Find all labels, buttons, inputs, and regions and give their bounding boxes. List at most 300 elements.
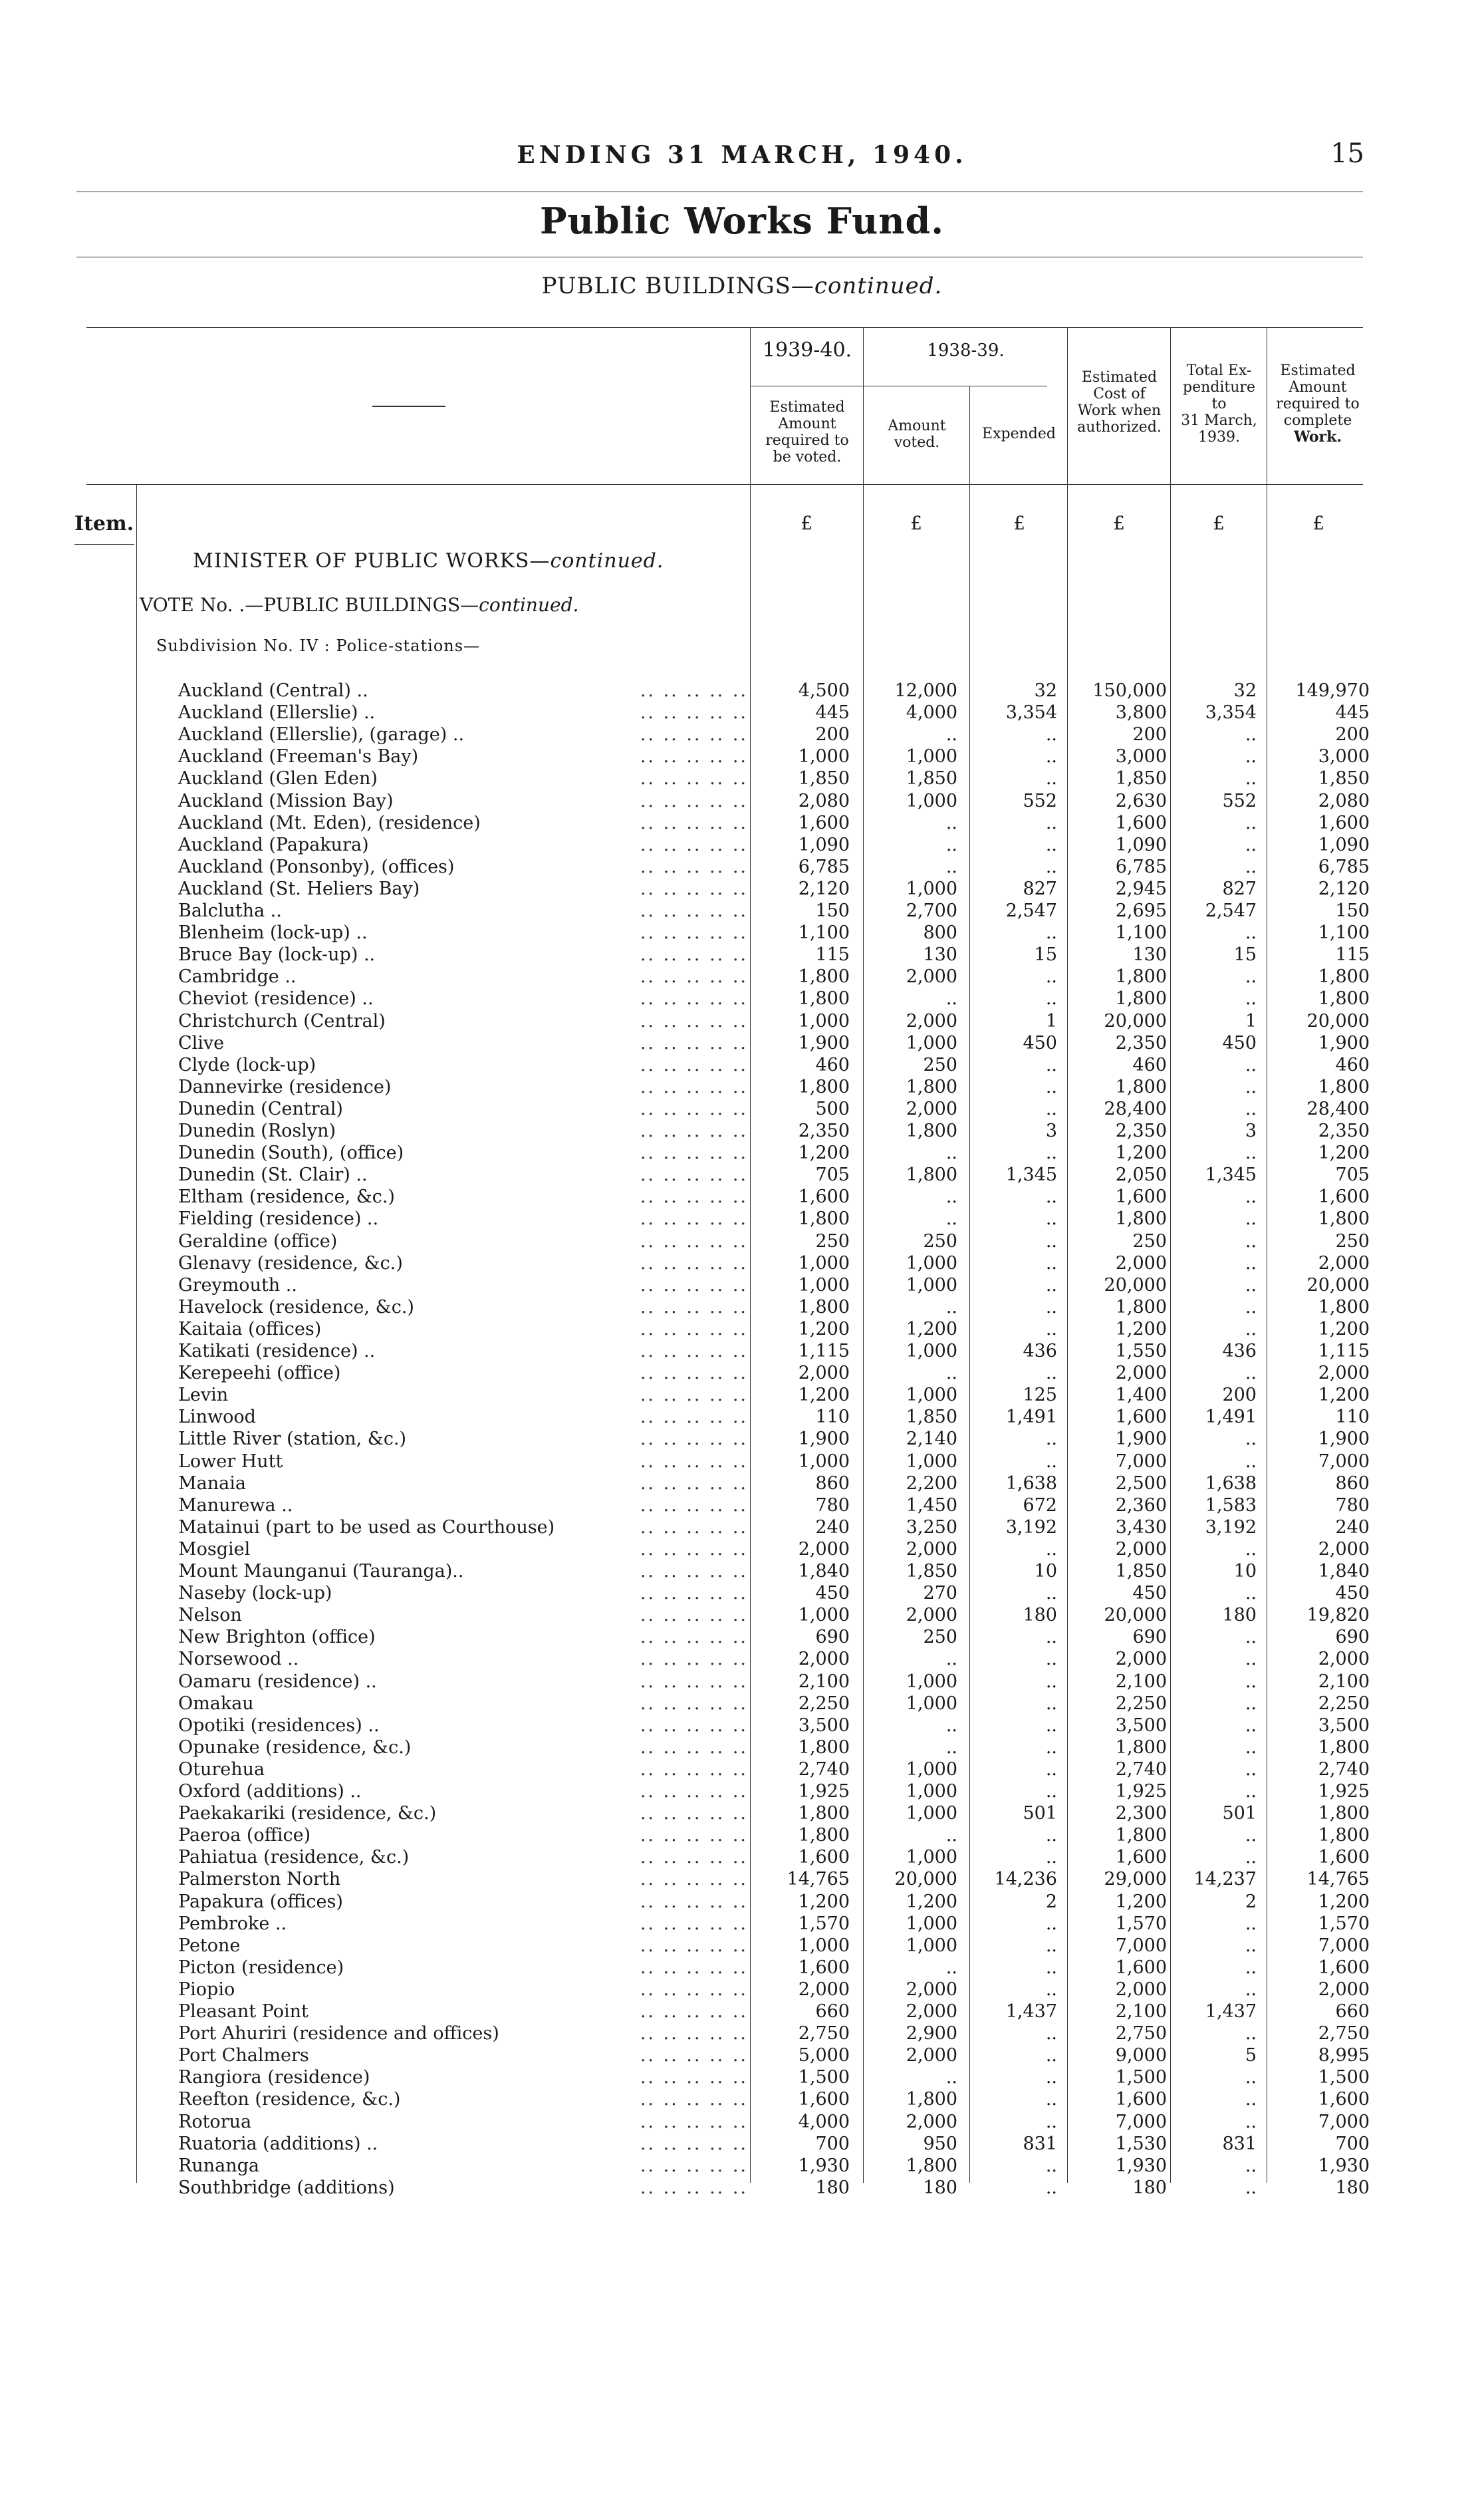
row-value: .. [1045, 1649, 1057, 1670]
col-head-total-exp-line: Total Ex- [1186, 362, 1252, 379]
row-value: .. [945, 812, 957, 833]
table-row [0, 1604, 1484, 1626]
row-value: .. [945, 724, 957, 746]
row-value: .. [1045, 922, 1057, 944]
dot-leaders: .. .. .. .. .. [640, 1076, 748, 1097]
row-value: 2,945 [1115, 878, 1167, 899]
dot-leaders: .. .. .. .. .. [640, 856, 748, 877]
row-value: 2,000 [906, 1098, 957, 1119]
row-value: 240 [815, 1516, 850, 1538]
row-value: .. [1245, 1538, 1257, 1560]
currency-6: £ [1312, 512, 1324, 534]
row-name: Petone [178, 1935, 241, 1956]
row-value: .. [1045, 1274, 1057, 1296]
row-value: 1,800 [906, 1076, 957, 1097]
row-value: 460 [815, 1054, 850, 1075]
row-value: .. [1045, 1076, 1057, 1097]
row-value: 1,850 [906, 768, 957, 789]
row-value: 1,000 [906, 1935, 957, 1956]
row-value: 250 [1335, 1230, 1370, 1252]
table-row [0, 1230, 1484, 1252]
row-name: Oturehua [178, 1758, 265, 1780]
row-value: 1,000 [906, 1803, 957, 1824]
row-value: .. [945, 1186, 957, 1208]
row-value: .. [1045, 1583, 1057, 1604]
row-value: .. [1245, 1737, 1257, 1758]
row-value: 150 [1335, 901, 1370, 921]
row-value: 1,800 [798, 966, 850, 988]
row-name: Auckland (Glen Eden) [178, 768, 378, 789]
row-name: Port Ahuriri (residence and offices) [178, 2023, 499, 2044]
row-value: 1,000 [906, 1451, 957, 1472]
row-value: 2,350 [798, 1121, 850, 1141]
row-name: Dunedin (Roslyn) [178, 1121, 336, 1141]
row-value: 130 [1132, 944, 1167, 966]
minister-heading [193, 549, 664, 573]
table-row [0, 834, 1484, 856]
table-row [0, 1076, 1484, 1098]
row-value: 20,000 [1104, 1010, 1167, 1032]
col-head-est-cost-line: Estimated [1081, 369, 1158, 386]
row-value: 1,090 [1318, 834, 1370, 855]
row-name: Dannevirke (residence) [178, 1076, 392, 1097]
row-value: .. [945, 856, 957, 877]
row-value: 1,800 [1115, 1296, 1167, 1318]
row-value: .. [1245, 1451, 1257, 1472]
row-value: 2,080 [1318, 790, 1370, 811]
row-value: 1,800 [1318, 1803, 1370, 1824]
row-value: .. [1245, 1098, 1257, 1119]
table-row [0, 1384, 1484, 1406]
col-head-est-amount-line: Estimated [769, 399, 845, 416]
row-value: .. [945, 1296, 957, 1318]
row-value: .. [945, 1957, 957, 1978]
table-row [0, 1054, 1484, 1076]
row-value: 1,000 [798, 1451, 850, 1472]
col-head-est-amount [751, 399, 863, 466]
page-number: 15 [1330, 138, 1364, 169]
row-value: 3,500 [1115, 1715, 1167, 1736]
row-value: 450 [1335, 1583, 1370, 1604]
row-value: 1,900 [798, 1032, 850, 1053]
row-name: Kaitaia (offices) [178, 1318, 322, 1339]
row-value: 1,800 [906, 1121, 957, 1141]
row-value: .. [1045, 2155, 1057, 2176]
row-name: Pembroke .. [178, 1913, 287, 1934]
table-row [0, 680, 1484, 702]
table-row [0, 2177, 1484, 2199]
row-name: Christchurch (Central) [178, 1010, 386, 1032]
table-row [0, 2001, 1484, 2022]
row-value: .. [1245, 1252, 1257, 1274]
row-name: Clyde (lock-up) [178, 1054, 316, 1075]
row-value: 1,800 [1318, 1296, 1370, 1318]
row-value: .. [1245, 2089, 1257, 2110]
row-value: 2,000 [798, 1538, 850, 1560]
row-value: 3,192 [1005, 1516, 1057, 1538]
row-value: .. [1245, 2177, 1257, 2198]
table-row [0, 1979, 1484, 2001]
item-label-rule [74, 544, 134, 545]
row-value: 1,600 [1318, 1957, 1370, 1978]
row-value: 115 [815, 944, 850, 966]
row-value: 1,600 [1318, 812, 1370, 833]
row-value: 2,000 [1115, 1979, 1167, 2000]
row-value: .. [1045, 1054, 1057, 1075]
row-value: .. [1045, 2023, 1057, 2044]
row-value: .. [945, 988, 957, 1010]
table-row [0, 2111, 1484, 2133]
row-name: Rangiora (residence) [178, 2067, 370, 2088]
row-value: .. [945, 2067, 957, 2088]
row-value: .. [1245, 812, 1257, 833]
row-name: Kerepeehi (office) [178, 1363, 341, 1384]
col-head-total-exp [1172, 362, 1267, 446]
table-row [0, 1494, 1484, 1516]
row-value: 1,840 [1318, 1561, 1370, 1582]
row-name: Auckland (Ellerslie), (garage) .. [178, 724, 465, 746]
row-value: 250 [1132, 1230, 1167, 1252]
dot-leaders: .. .. .. .. .. [640, 1121, 748, 1141]
row-value: .. [1045, 1538, 1057, 1560]
table-row [0, 1318, 1484, 1340]
row-value: 1,000 [906, 1385, 957, 1406]
table-row [0, 1164, 1484, 1186]
row-value: .. [1045, 1230, 1057, 1252]
row-value: .. [1045, 1318, 1057, 1339]
row-value: 150,000 [1092, 680, 1167, 701]
row-value: 950 [923, 2133, 957, 2154]
row-value: 7,000 [1115, 1935, 1167, 1956]
row-value: 1,000 [906, 1781, 957, 1802]
row-value: 831 [1023, 2133, 1057, 2154]
table-row [0, 1451, 1484, 1472]
row-value: 1,930 [1318, 2155, 1370, 2176]
row-value: .. [1045, 1825, 1057, 1846]
row-value: 1,200 [1318, 1143, 1370, 1164]
row-value: 1,600 [1115, 1407, 1167, 1428]
row-value: 1,800 [1115, 1076, 1167, 1097]
dot-leaders: .. .. .. .. .. [640, 724, 748, 746]
row-value: 1,800 [798, 1208, 850, 1230]
row-value: .. [1245, 1318, 1257, 1339]
row-value: 1,115 [1318, 1341, 1370, 1361]
col-head-est-amount-line: required to [765, 432, 849, 449]
row-value: 1,000 [906, 1847, 957, 1868]
row-value: .. [1245, 988, 1257, 1010]
row-name: Dunedin (St. Clair) .. [178, 1165, 368, 1186]
table-row [0, 1538, 1484, 1560]
col-head-est-required-line: required to [1276, 396, 1360, 412]
row-value: 1,638 [1205, 1472, 1257, 1494]
row-value: 2,000 [798, 1363, 850, 1384]
row-value: .. [945, 1715, 957, 1736]
row-value: .. [1045, 768, 1057, 789]
dot-leaders: .. .. .. .. .. [640, 1186, 748, 1208]
row-value: .. [1245, 1957, 1257, 1978]
row-name: Palmerston North [178, 1869, 341, 1890]
row-name: Fielding (residence) .. [178, 1208, 379, 1230]
row-value: 1,000 [906, 1758, 957, 1780]
row-value: .. [1245, 1054, 1257, 1075]
dot-leaders: .. .. .. .. .. [640, 1935, 748, 1956]
row-value: 1,000 [906, 1032, 957, 1053]
dot-leaders: .. .. .. .. .. [640, 1098, 748, 1119]
row-value: 501 [1222, 1803, 1257, 1824]
row-value: 1,600 [1115, 1847, 1167, 1868]
col-head-est-required-line: Estimated [1280, 362, 1356, 379]
row-value: 860 [1335, 1472, 1370, 1494]
row-value: 200 [1335, 724, 1370, 746]
row-value: .. [1245, 2067, 1257, 2088]
row-value: .. [1245, 922, 1257, 944]
dot-leaders: .. .. .. .. .. [640, 1429, 748, 1450]
row-name: Katikati (residence) .. [178, 1341, 376, 1361]
table-row [0, 1891, 1484, 1913]
row-value: 1,100 [798, 922, 850, 944]
dot-leaders: .. .. .. .. .. [640, 1274, 748, 1296]
table-row [0, 1868, 1484, 1890]
row-value: 7,000 [1318, 2111, 1370, 2132]
row-value: 14,765 [1306, 1869, 1370, 1890]
row-value: 2,900 [906, 2023, 957, 2044]
row-value: 460 [1132, 1054, 1167, 1075]
row-name: Glenavy (residence, &c.) [178, 1252, 403, 1274]
row-value: 1,000 [798, 1252, 850, 1274]
row-value: 1,000 [798, 1935, 850, 1956]
row-name: Auckland (Mt. Eden), (residence) [178, 812, 481, 833]
row-value: .. [945, 1143, 957, 1164]
row-value: 1,500 [1318, 2067, 1370, 2088]
row-value: 1 [1045, 1010, 1057, 1032]
table-row [0, 856, 1484, 878]
row-value: 2,000 [1318, 1538, 1370, 1560]
row-value: 1,200 [1115, 1891, 1167, 1912]
table-row [0, 1715, 1484, 1737]
subdivision-heading: Subdivision No. IV : Police-stations— [156, 636, 481, 655]
row-value: 1,600 [798, 1186, 850, 1208]
table-row [0, 1957, 1484, 1979]
row-value: 19,820 [1306, 1605, 1370, 1626]
row-value: 1,930 [798, 2155, 850, 2176]
table-row [0, 2044, 1484, 2066]
row-value: 1,800 [798, 1296, 850, 1318]
row-value: 1,437 [1205, 2001, 1257, 2022]
row-value: 1,115 [798, 1341, 850, 1361]
row-value: 3,500 [1318, 1715, 1370, 1736]
dot-leaders: .. .. .. .. .. [640, 944, 748, 966]
row-value: .. [1045, 856, 1057, 877]
table-row [0, 1428, 1484, 1450]
table-row [0, 944, 1484, 966]
dot-leaders: .. .. .. .. .. [640, 2177, 748, 2198]
row-value: 110 [815, 1407, 850, 1428]
row-name: Greymouth .. [178, 1274, 297, 1296]
row-value: 8,995 [1318, 2045, 1370, 2066]
row-value: .. [1245, 1296, 1257, 1318]
dot-leaders: .. .. .. .. .. [640, 1869, 748, 1890]
row-value: 660 [1335, 2001, 1370, 2022]
row-value: 1,800 [1318, 988, 1370, 1010]
dot-leaders: .. .. .. .. .. [640, 1516, 748, 1538]
dot-leaders: .. .. .. .. .. [640, 966, 748, 988]
row-value: .. [1245, 1208, 1257, 1230]
row-value: 2,000 [1115, 1538, 1167, 1560]
row-value: 2,740 [1115, 1758, 1167, 1780]
row-value: 15 [1233, 944, 1257, 966]
currency-4: £ [1113, 512, 1125, 534]
table-row [0, 1032, 1484, 1054]
row-value: 2,100 [1115, 2001, 1167, 2022]
row-value: .. [1245, 1429, 1257, 1450]
row-value: 450 [1222, 1032, 1257, 1053]
row-value: 2,000 [906, 966, 957, 988]
dot-leaders: .. .. .. .. .. [640, 1758, 748, 1780]
dot-leaders: .. .. .. .. .. [640, 1230, 748, 1252]
row-value: 800 [923, 922, 957, 944]
row-value: 1,583 [1205, 1494, 1257, 1516]
row-value: 1,925 [1115, 1781, 1167, 1802]
row-name: Balclutha .. [178, 901, 282, 921]
row-value: .. [1045, 1186, 1057, 1208]
row-value: 2,120 [798, 878, 850, 899]
row-name: Port Chalmers [178, 2045, 309, 2066]
row-value: 2,000 [906, 1010, 957, 1032]
row-value: 2,120 [1318, 878, 1370, 899]
row-value: 1,600 [798, 2089, 850, 2110]
row-value: .. [1245, 1715, 1257, 1736]
row-name: Omakau [178, 1693, 254, 1714]
row-value: 436 [1023, 1341, 1057, 1361]
dot-leaders: .. .. .. .. .. [640, 1693, 748, 1714]
dot-leaders: .. .. .. .. .. [640, 988, 748, 1010]
row-value: .. [1245, 1979, 1257, 2000]
row-name: Oamaru (residence) .. [178, 1671, 377, 1692]
row-value: 2,000 [1318, 1979, 1370, 2000]
row-value: 1,600 [1115, 812, 1167, 833]
row-value: 1,491 [1005, 1407, 1057, 1428]
row-value: 14,765 [787, 1869, 850, 1890]
row-value: 1,345 [1205, 1165, 1257, 1186]
row-value: 1,000 [906, 1693, 957, 1714]
row-value: 2,000 [906, 1605, 957, 1626]
row-value: 700 [1335, 2133, 1370, 2154]
row-value: 3,000 [1115, 746, 1167, 767]
row-value: 1,437 [1005, 2001, 1057, 2022]
dot-leaders: .. .. .. .. .. [640, 1538, 748, 1560]
row-value: 1,600 [1115, 1186, 1167, 1208]
row-value: 20,000 [894, 1869, 957, 1890]
row-value: 2,000 [1318, 1363, 1370, 1384]
header-dash [372, 406, 445, 407]
row-value: .. [1245, 1935, 1257, 1956]
row-name: Naseby (lock-up) [178, 1583, 332, 1604]
dot-leaders: .. .. .. .. .. [640, 1715, 748, 1736]
row-value: 1,800 [1115, 988, 1167, 1010]
dot-leaders: .. .. .. .. .. [640, 1252, 748, 1274]
row-value: 827 [1023, 878, 1057, 899]
row-name: Linwood [178, 1407, 256, 1428]
row-value: 1,800 [798, 988, 850, 1010]
dot-leaders: .. .. .. .. .. [640, 1385, 748, 1406]
row-value: 3,000 [1318, 746, 1370, 767]
dot-leaders: .. .. .. .. .. [640, 1561, 748, 1582]
table-row [0, 812, 1484, 834]
table-row [0, 1758, 1484, 1780]
row-value: 1,000 [798, 746, 850, 767]
col-head-est-cost-line: Cost of [1093, 386, 1146, 402]
row-value: 250 [923, 1054, 957, 1075]
col-head-est-cost-line: authorized. [1077, 419, 1162, 436]
row-value: 32 [1233, 680, 1257, 701]
row-value: .. [1245, 1671, 1257, 1692]
row-value: 445 [1335, 702, 1370, 724]
row-value: .. [1045, 812, 1057, 833]
minister-heading-text: MINISTER OF PUBLIC WORKS [193, 549, 530, 573]
row-value: .. [1045, 1429, 1057, 1450]
row-name: Cheviot (residence) .. [178, 988, 374, 1010]
row-value: 1,800 [1318, 1737, 1370, 1758]
row-value: 7,000 [1115, 1451, 1167, 1472]
row-value: 2,750 [1115, 2023, 1167, 2044]
dot-leaders: .. .. .. .. .. [640, 922, 748, 944]
row-value: 1,000 [906, 746, 957, 767]
row-value: 705 [815, 1165, 850, 1186]
dot-leaders: .. .. .. .. .. [640, 1296, 748, 1318]
col-head-amount-voted-line: Amount [888, 418, 946, 434]
row-value: .. [1045, 1957, 1057, 1978]
row-value: 4,000 [906, 702, 957, 724]
row-value: 1,500 [1115, 2067, 1167, 2088]
table-row [0, 878, 1484, 900]
row-value: 1,200 [798, 1385, 850, 1406]
row-value: 690 [1335, 1627, 1370, 1648]
row-value: .. [1045, 1935, 1057, 1956]
dot-leaders: .. .. .. .. .. [640, 2023, 748, 2044]
row-value: 1,800 [1115, 1825, 1167, 1846]
row-value: 780 [1335, 1494, 1370, 1516]
dot-leaders: .. .. .. .. .. [640, 1472, 748, 1494]
row-value: 6,785 [798, 856, 850, 877]
currency-1: £ [801, 512, 812, 534]
row-value: 1,000 [906, 1913, 957, 1934]
row-value: 1,800 [906, 2089, 957, 2110]
row-value: .. [1045, 2177, 1057, 2198]
table-row [0, 1362, 1484, 1384]
dot-leaders: .. .. .. .. .. [640, 746, 748, 767]
row-value: .. [1045, 1979, 1057, 2000]
row-name: Matainui (part to be used as Courthouse) [178, 1516, 555, 1538]
currency-5: £ [1213, 512, 1225, 534]
dot-leaders: .. .. .. .. .. [640, 1494, 748, 1516]
row-value: 1,100 [1318, 922, 1370, 944]
row-value: .. [1045, 1737, 1057, 1758]
table-row [0, 922, 1484, 944]
row-name: Auckland (Papakura) [178, 834, 369, 855]
row-value: 2,695 [1115, 901, 1167, 921]
row-value: 2,100 [1318, 1671, 1370, 1692]
row-name: Manurewa .. [178, 1494, 293, 1516]
row-value: 450 [815, 1583, 850, 1604]
row-value: 1,800 [1115, 1737, 1167, 1758]
row-value: .. [1045, 746, 1057, 767]
row-value: 1,000 [798, 1010, 850, 1032]
row-value: 672 [1023, 1494, 1057, 1516]
row-value: 9,000 [1115, 2045, 1167, 2066]
row-value: 7,000 [1318, 1935, 1370, 1956]
row-value: .. [1045, 1363, 1057, 1384]
row-value: .. [945, 1649, 957, 1670]
